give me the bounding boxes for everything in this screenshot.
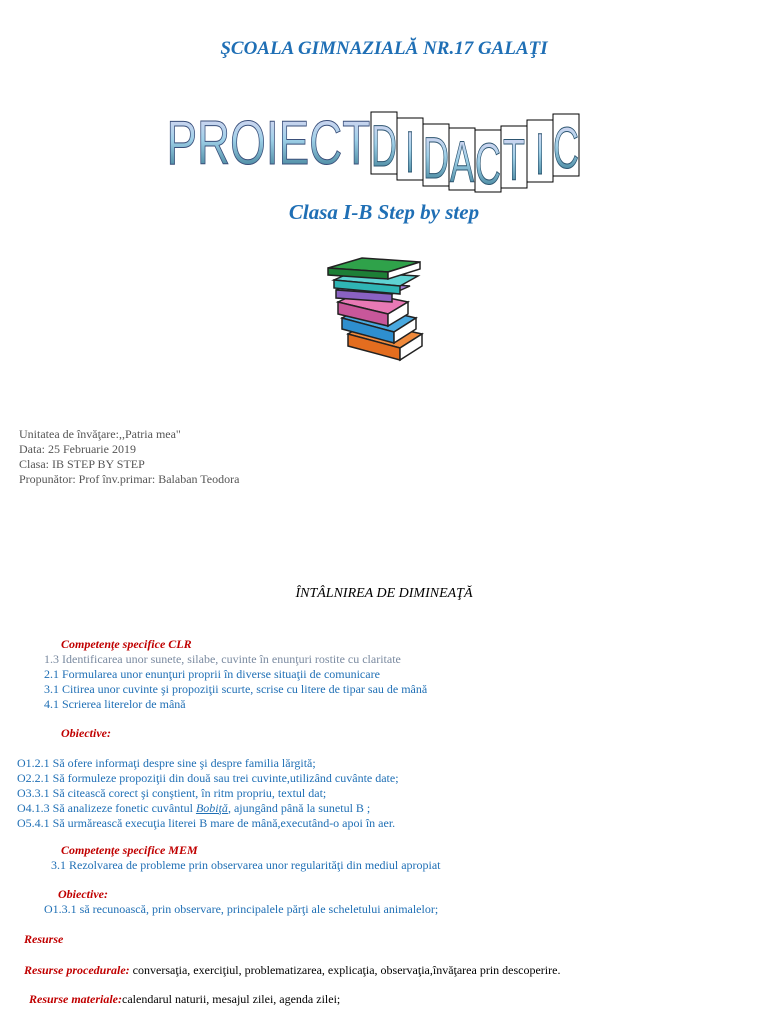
wordart-title: [165, 98, 595, 194]
class-title: Clasa I-B Step by step: [288, 200, 480, 224]
info-unit: Unitatea de învăţare:,,Patria mea": [19, 427, 181, 441]
wordart-letter: I: [535, 122, 545, 188]
objective-item: O5.4.1 Să urmărească execuţia literei B mare de mână,executând-o apoi în aer.: [17, 816, 396, 830]
procedural-resources: [24, 961, 560, 979]
objective-item: [17, 801, 370, 816]
wordart-part2: [371, 112, 579, 194]
clr-item: 1.3 Identificarea unor sunete, silabe, cuvinte în enunţuri rostite cu claritate: [44, 652, 401, 666]
objective-text: O4.1.3 Să analizeze fonetic cuvântul: [17, 801, 196, 815]
objective-text: , ajungând până la sunetul B ;: [227, 801, 371, 815]
bobita-link[interactable]: Bobiţă: [195, 801, 228, 815]
section-heading: ÎNTÂLNIREA DE DIMINEAŢĂ: [295, 586, 473, 601]
clr-item: 4.1 Scrierea literelor de mână: [44, 697, 186, 711]
wordart-letter: A: [450, 130, 474, 194]
procedural-label: Resurse procedurale:: [24, 963, 130, 977]
material-resources: [29, 990, 340, 1008]
resources-heading: Resurse: [24, 932, 64, 946]
wordart-letter: D: [371, 114, 397, 180]
clr-item: 3.1 Citirea unor cuvinte şi propoziţii scurte, scrise cu litere de tipar sau de mână: [44, 682, 428, 696]
mem-item: 3.1 Rezolvarea de probleme prin observarea unor regularităţi din mediul apropiat: [51, 858, 441, 872]
stack-of-books-icon: [318, 252, 438, 372]
wordart-letter: C: [553, 116, 579, 182]
info-class: Clasa: IB STEP BY STEP: [19, 457, 145, 471]
wordart-letter: D: [423, 126, 449, 192]
material-label: Resurse materiale:: [29, 992, 122, 1006]
procedural-text: conversaţia, exerciţiul, problematizarea, explicaţia, observaţia,învăţarea prin descoperire.: [129, 963, 561, 977]
clr-item: 2.1 Formularea unor enunţuri proprii în diverse situaţii de comunicare: [44, 667, 380, 681]
mem-objective-item: O1.3.1 să recunoască, prin observare, principalele părţi ale scheletului animalelor;: [44, 902, 439, 916]
info-date: Data: 25 Februarie 2019: [19, 442, 136, 456]
wordart-part1: PROIECT: [166, 108, 371, 178]
material-text: calendarul naturii, mesajul zilei, agenda zilei;: [122, 992, 341, 1006]
objective-item: O3.3.1 Să citească corect şi conştient, în ritm propriu, textul dat;: [17, 786, 327, 800]
wordart-letter: I: [405, 120, 415, 186]
info-teacher: Propunător: Prof înv.primar: Balaban Teodora: [19, 472, 240, 486]
wordart-letter: C: [475, 132, 501, 194]
wordart-letter: T: [503, 128, 525, 194]
mem-heading: Competenţe specifice MEM: [61, 843, 198, 857]
objective-item: O2.2.1 Să formuleze propoziţii din două sau trei cuvinte,utilizând cuvânte date;: [17, 771, 399, 785]
clr-objectives-heading: Obiective:: [61, 726, 111, 740]
clr-heading: Competenţe specifice CLR: [61, 637, 192, 651]
school-title: ŞCOALA GIMNAZIALĂ NR.17 GALAŢI: [220, 38, 548, 59]
mem-objectives-heading: Obiective:: [58, 887, 108, 901]
objective-item: O1.2.1 Să ofere informaţi despre sine şi despre familia lărgită;: [17, 756, 316, 770]
